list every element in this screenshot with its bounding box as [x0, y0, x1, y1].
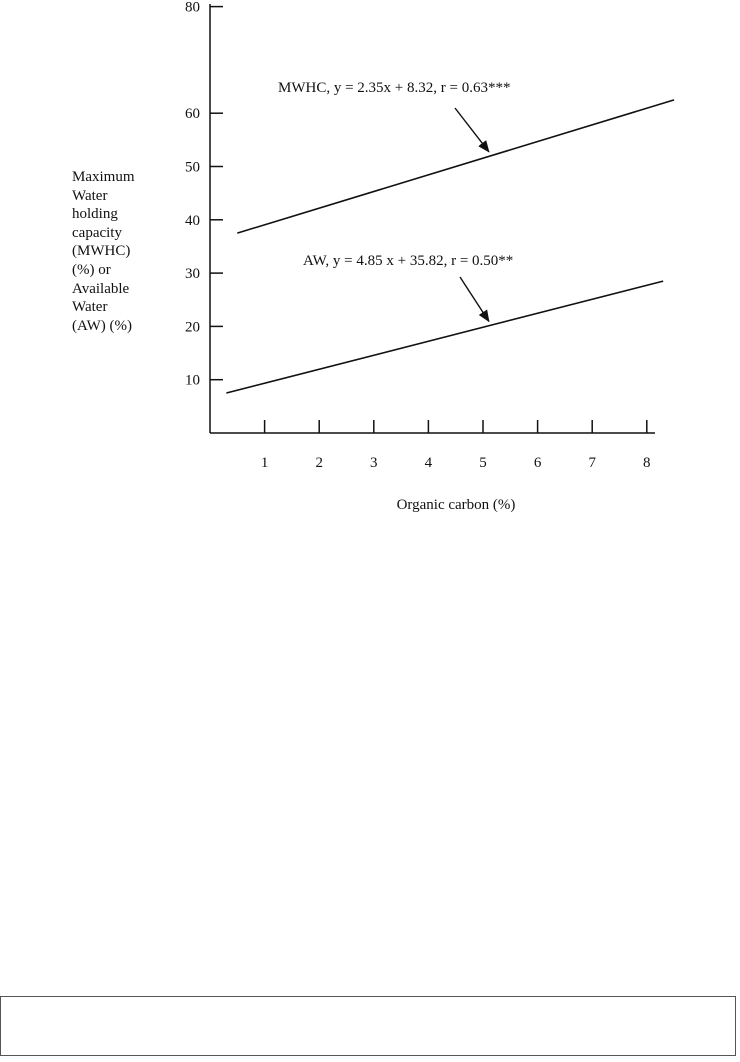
y-tick-label: 30	[185, 266, 200, 283]
y-ticks	[185, 0, 223, 389]
series-line-mwhc	[237, 100, 674, 233]
series-arrow-mwhc	[455, 108, 489, 152]
x-tick-label: 7	[588, 455, 596, 471]
y-axis-label-line: (MWHC)	[72, 243, 131, 260]
series-arrow-aw	[460, 277, 489, 321]
x-tick-label: 2	[315, 455, 323, 471]
x-tick-label: 6	[533, 455, 542, 471]
y-axis-label-line: Water	[72, 299, 108, 316]
y-axis-label-line: capacity	[72, 224, 122, 241]
y-tick-label: 50	[185, 159, 200, 176]
y-tick-label: 80	[185, 0, 200, 16]
x-tick-label: 4	[424, 455, 433, 471]
y-axis-label-line: Water	[72, 187, 108, 204]
series-line-aw	[226, 281, 663, 393]
y-tick-label: 60	[185, 106, 200, 123]
x-tick-label: 8	[643, 455, 651, 471]
y-axis-label	[72, 168, 182, 335]
series-layer	[226, 80, 674, 393]
x-tick-label: 1	[260, 455, 269, 471]
x-tick-label: 5	[479, 455, 487, 471]
y-axis-label-line: (AW) (%)	[72, 317, 133, 334]
caption-box	[0, 996, 736, 1056]
y-axis-label-line: Maximum	[72, 169, 135, 185]
x-ticks	[261, 420, 651, 471]
y-axis-label-line: holding	[72, 206, 118, 223]
series-label-mwhc: MWHC, y = 2.35x + 8.32, r = 0.63***	[278, 80, 511, 96]
y-axis-label-line: Available	[72, 280, 130, 297]
y-tick-label: 20	[185, 319, 200, 336]
x-axis-label: Organic carbon (%)	[396, 497, 516, 513]
series-label-aw: AW, y = 4.85 x + 35.82, r = 0.50**	[303, 253, 514, 269]
y-axis-label-line: (%) or	[72, 261, 111, 278]
y-tick-label: 40	[185, 212, 200, 229]
x-tick-label: 3	[370, 455, 378, 471]
y-tick-label: 10	[185, 372, 200, 389]
